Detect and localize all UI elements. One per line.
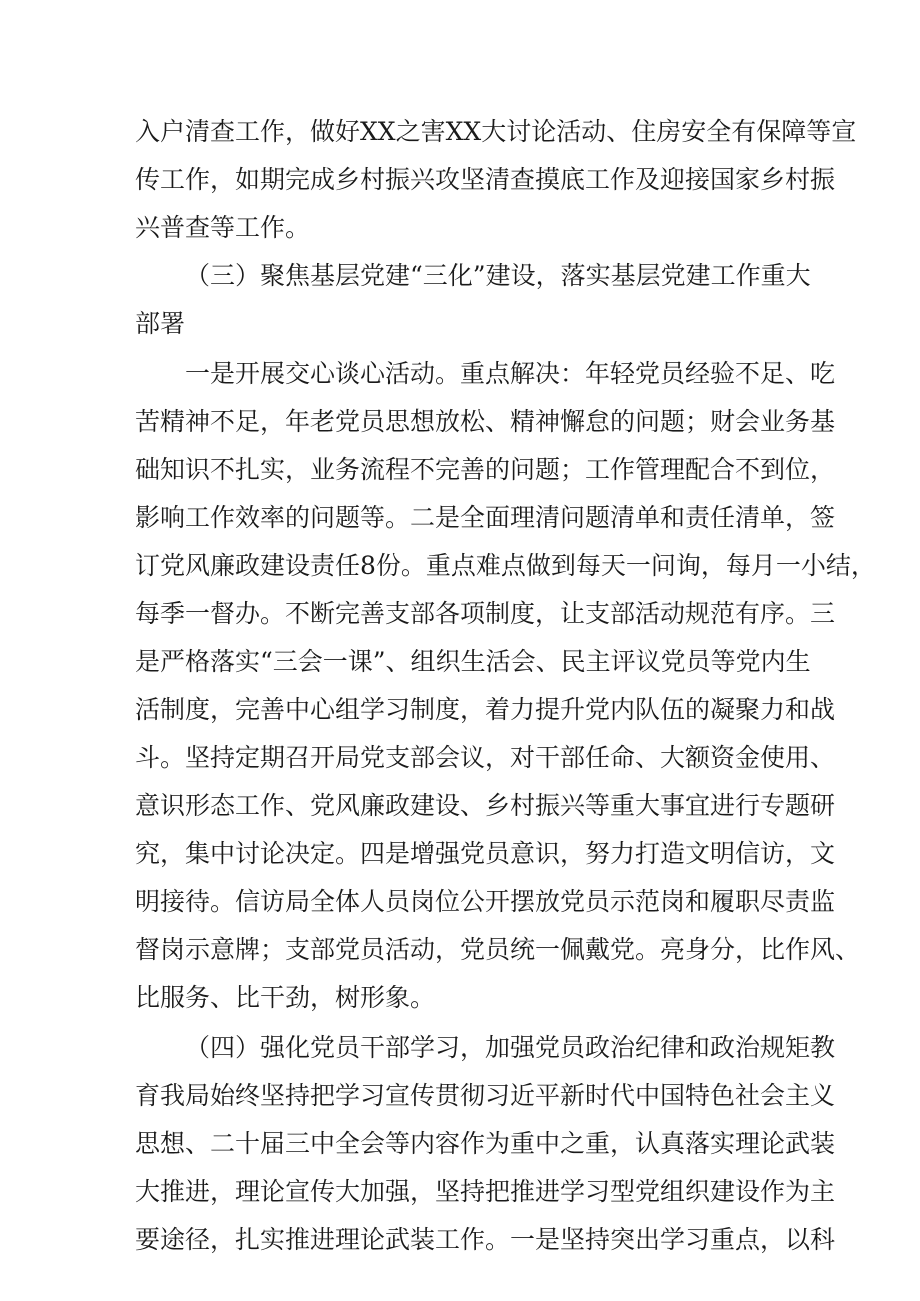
paragraph-line: 要途径，扎实推进理论武装工作。一是坚持突出学习重点，以科 xyxy=(135,1225,836,1254)
paragraph-line: 础知识不扎实，业务流程不完善的问题；工作管理配合不到位， xyxy=(135,455,836,484)
paragraph-line: 比服务、比干劲，树形象。 xyxy=(135,983,436,1012)
paragraph-line: 苦精神不足，年老党员思想放松、精神懈怠的问题；财会业务基 xyxy=(135,407,836,436)
paragraph-line: 意识形态工作、党风廉政建设、乡村振兴等重大事宜进行专题研 xyxy=(135,791,836,820)
paragraph-line: 一是开展交心谈心活动。重点解决：年轻党员经验不足、吃 xyxy=(185,359,836,388)
paragraph-line: 育我局始终坚持把学习宣传贯彻习近平新时代中国特色社会主义 xyxy=(135,1081,836,1110)
paragraph-line: 督岗示意牌；支部党员活动，党员统一佩戴党。亮身分，比作风、 xyxy=(135,935,861,964)
paragraph-line: 订党风廉政建设责任8份。重点难点做到每天一问询，每月一小结， xyxy=(135,551,876,580)
section-heading-line: （三）聚焦基层党建“三化”建设，落实基层党建工作重大 xyxy=(185,261,811,290)
paragraph-line: 传工作，如期完成乡村振兴攻坚清查摸底工作及迎接国家乡村振 xyxy=(135,165,836,194)
paragraph-line: 每季一督办。不断完善支部各项制度，让支部活动规范有序。三 xyxy=(135,599,836,628)
section-heading-line: 部署 xyxy=(135,309,186,338)
paragraph-line: 影响工作效率的问题等。二是全面理清问题清单和责任清单，签 xyxy=(135,503,836,532)
paragraph-line: 大推进，理论宣传大加强，坚持把推进学习型党组织建设作为主 xyxy=(135,1177,836,1206)
paragraph-line: 活制度，完善中心组学习制度，着力提升党内队伍的凝聚力和战 xyxy=(135,695,836,724)
paragraph-line: 入户清查工作，做好XX之害XX大讨论活动、住房安全有保障等宣 xyxy=(135,117,857,146)
paragraph-line: 是严格落实“三会一课”、组织生活会、民主评议党员等党内生 xyxy=(135,647,811,676)
paragraph-line: 明接待。信访局全体人员岗位公开摆放党员示范岗和履职尽责监 xyxy=(135,887,836,916)
paragraph-line: 兴普查等工作。 xyxy=(135,213,311,242)
paragraph-line: 究，集中讨论决定。四是增强党员意识，努力打造文明信访，文 xyxy=(135,839,836,868)
paragraph-line: 斗。坚持定期召开局党支部会议，对干部任命、大额资金使用、 xyxy=(135,743,836,772)
section-heading-line: （四）强化党员干部学习，加强党员政治纪律和政治规矩教 xyxy=(185,1033,836,1062)
paragraph-line: 思想、二十届三中全会等内容作为重中之重，认真落实理论武装 xyxy=(135,1129,836,1158)
